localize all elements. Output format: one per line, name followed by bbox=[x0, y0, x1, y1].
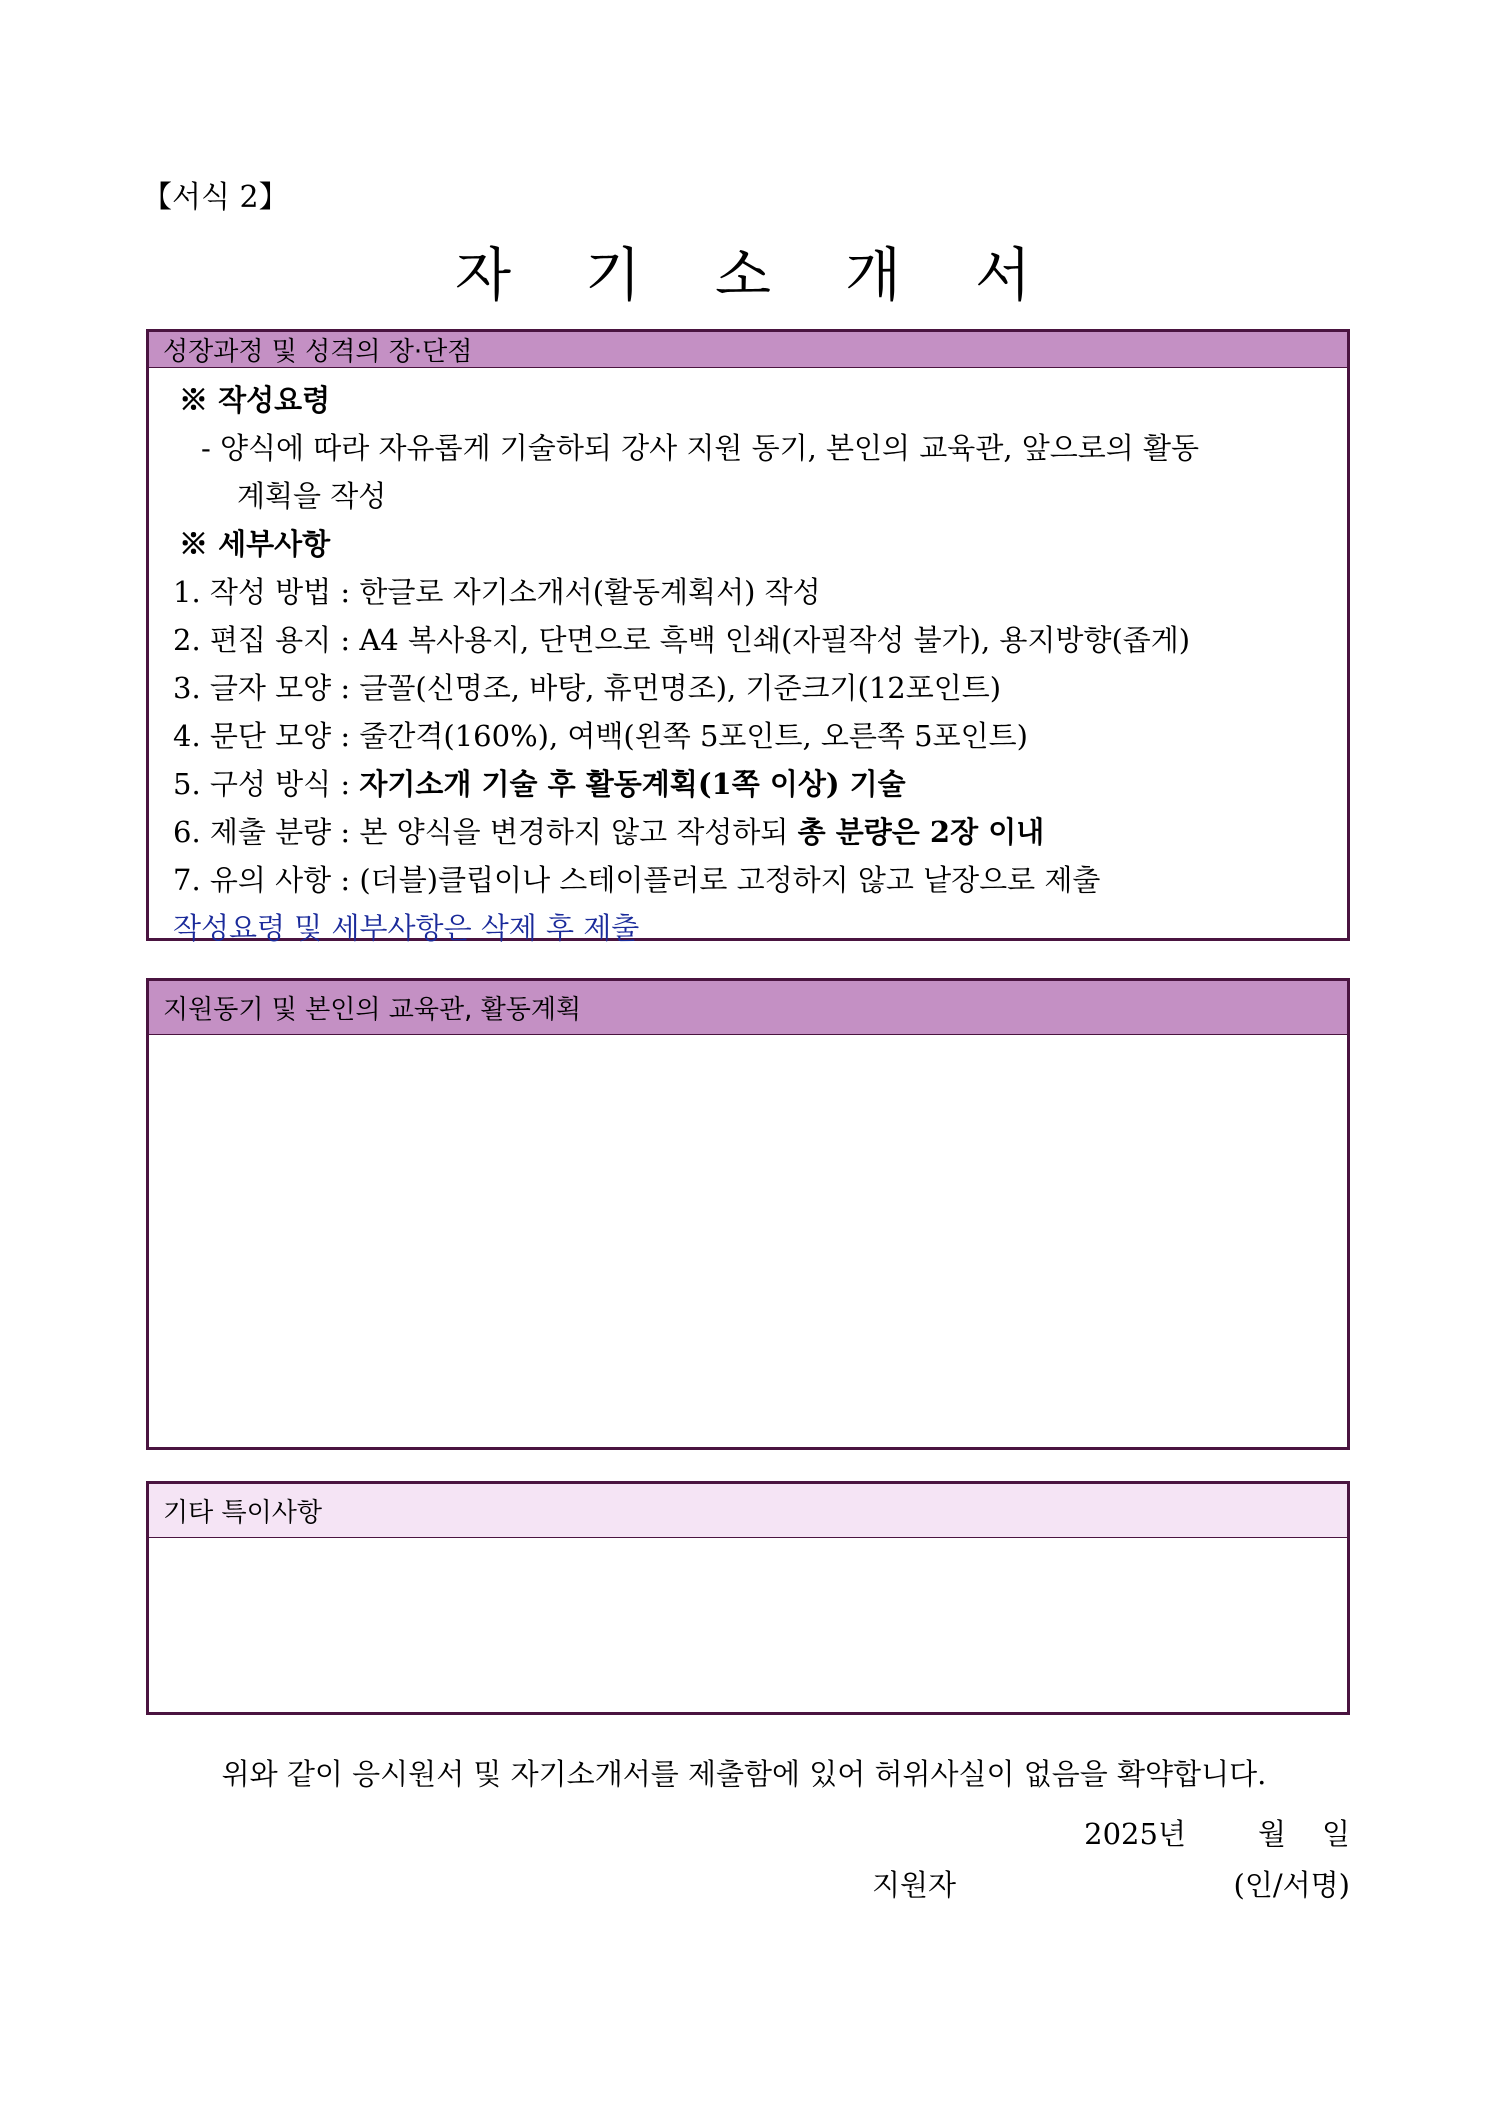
section-other-notes bbox=[146, 1481, 1350, 1715]
detail-item: 3. 글자 모양 : 글꼴(신명조, 바탕, 휴먼명조), 기준크기(12포인트) bbox=[173, 671, 1002, 705]
form-number-label: 【서식 2】 bbox=[142, 180, 289, 215]
detail-item-emphasis: 총 분량은 2장 이내 bbox=[797, 815, 1045, 849]
date-year: 2025년 bbox=[1084, 1817, 1186, 1851]
title-char: 자 bbox=[454, 241, 514, 309]
confirmation-statement: 위와 같이 응시원서 및 자기소개서를 제출함에 있어 허위사실이 없음을 확약합니다. bbox=[221, 1757, 1267, 1791]
motivation-plan-writing-area[interactable] bbox=[149, 1035, 1347, 1447]
date-day: 일 bbox=[1321, 1817, 1350, 1851]
detail-item bbox=[173, 760, 1323, 808]
detail-item: 1. 작성 방법 : 한글로 자기소개서(활동계획서) 작성 bbox=[173, 575, 821, 609]
section-growth-personality bbox=[146, 329, 1350, 945]
document-title bbox=[0, 228, 1488, 312]
applicant-signature-line bbox=[872, 1863, 1350, 1904]
section-header: 기타 특이사항 bbox=[149, 1484, 1347, 1538]
detail-item: 2. 편집 용지 : A4 복사용지, 단면으로 흑백 인쇄(자필작성 불가), 용지방향(좁게) bbox=[173, 623, 1191, 657]
date-month: 월 bbox=[1257, 1817, 1286, 1851]
detail-item: 4. 문단 모양 : 줄간격(160%), 여백(왼쪽 5포인트, 오른쪽 5포인트) bbox=[173, 719, 1028, 753]
details-heading: ※ 세부사항 bbox=[179, 527, 331, 561]
section-header: 지원동기 및 본인의 교육관, 활동계획 bbox=[149, 981, 1347, 1035]
applicant-label: 지원자 bbox=[872, 1868, 957, 1902]
guide-text: 계획을 작성 bbox=[237, 479, 387, 513]
title-char: 개 bbox=[844, 241, 904, 309]
detail-item-emphasis: 자기소개 기술 후 활동계획(1쪽 이상) 기술 bbox=[359, 767, 906, 801]
guide-heading: ※ 작성요령 bbox=[179, 383, 331, 417]
guide-text: - 양식에 따라 자유롭게 기술하되 강사 지원 동기, 본인의 교육관, 앞으로의 활동 bbox=[201, 431, 1200, 465]
title-char: 기 bbox=[584, 241, 644, 309]
detail-item: 7. 유의 사항 : (더블)클립이나 스테이플러로 고정하지 않고 낱장으로 제출 bbox=[173, 863, 1101, 897]
detail-item-label: 6. 제출 분량 : 본 양식을 변경하지 않고 작성하되 bbox=[173, 815, 798, 849]
detail-item-label: 5. 구성 방식 : bbox=[173, 767, 360, 801]
section-header: 성장과정 및 성격의 장·단점 bbox=[149, 332, 1347, 368]
detail-item bbox=[173, 808, 1323, 856]
title-char: 서 bbox=[974, 241, 1034, 309]
title-char: 소 bbox=[714, 241, 774, 309]
removal-note: 작성요령 및 세부사항은 삭제 후 제출 bbox=[173, 911, 640, 945]
signature-date bbox=[1084, 1812, 1350, 1853]
section-motivation-plan bbox=[146, 978, 1350, 1450]
other-notes-writing-area[interactable] bbox=[149, 1538, 1347, 1712]
signature-field[interactable]: (인/서명) bbox=[1233, 1868, 1350, 1902]
section-body bbox=[149, 368, 1347, 952]
